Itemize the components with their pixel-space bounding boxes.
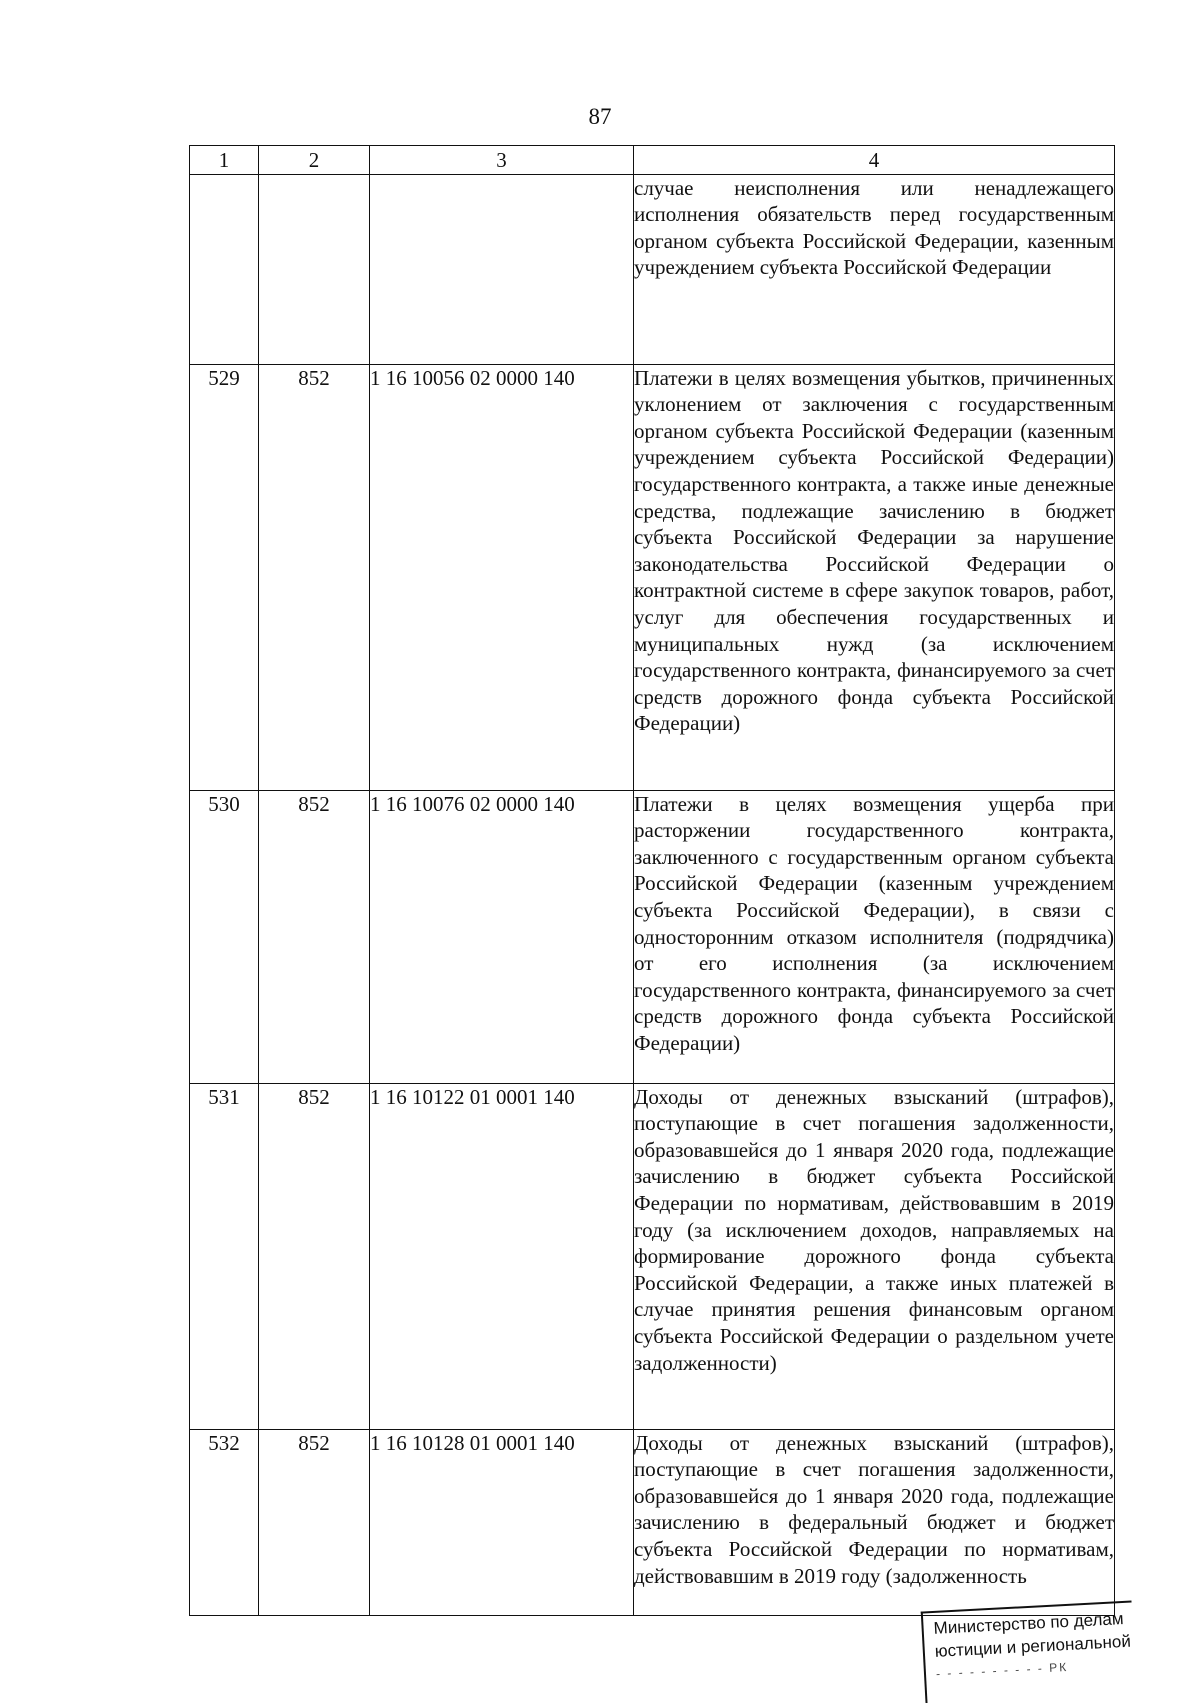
budget-code-cell: 1 16 10076 02 0000 140	[370, 790, 634, 1083]
budget-code-cell: 1 16 10128 01 0001 140	[370, 1429, 634, 1615]
admin-code-cell: 852	[259, 364, 370, 790]
row-number-cell: 531	[190, 1083, 259, 1429]
description-cell: случае неисполнения или ненадлежащего исполнения обязательств перед государственным органом субъекта Российской Федерации, казенным учреждением субъекта Российской Федерации	[634, 174, 1115, 364]
admin-code-cell: 852	[259, 790, 370, 1083]
column-header-2: 2	[259, 146, 370, 175]
column-header-3: 3	[370, 146, 634, 175]
admin-code-cell: 852	[259, 1429, 370, 1615]
admin-code-cell	[259, 174, 370, 364]
table-header-row	[190, 146, 1115, 175]
table-row	[190, 790, 1115, 1083]
column-header-1: 1	[190, 146, 259, 175]
row-number-cell	[190, 174, 259, 364]
stamp-line-2: юстиции и региональной	[934, 1631, 1132, 1661]
description-cell: Доходы от денежных взысканий (штрафов), поступающие в счет погашения задолженности, образовавшейся до 1 января 2020 года, подлежащие зачислению в федеральный бюджет и бюджет субъекта Российской Федерации по нормативам, действовавшим в 2019 году (задолженность	[634, 1429, 1115, 1615]
row-number-cell: 529	[190, 364, 259, 790]
registration-stamp	[921, 1601, 1137, 1703]
column-header-4: 4	[634, 146, 1115, 175]
budget-code-cell	[370, 174, 634, 364]
stamp-line-1: Министерство по делам	[933, 1608, 1124, 1638]
table-row	[190, 364, 1115, 790]
admin-code-cell: 852	[259, 1083, 370, 1429]
row-number-cell: 530	[190, 790, 259, 1083]
revenue-codes-table	[189, 145, 1115, 1616]
row-number-cell: 532	[190, 1429, 259, 1615]
budget-code-cell: 1 16 10122 01 0001 140	[370, 1083, 634, 1429]
budget-code-cell: 1 16 10056 02 0000 140	[370, 364, 634, 790]
description-cell: Платежи в целях возмещения ущерба при расторжении государственного контракта, заключенного с государственным органом субъекта Российской Федерации (казенным учреждением субъекта Российской Федерации), в связи с односторонним отказом исполнителя (подрядчика) от его исполнения (за исключением государственного контракта, финансируемого за счет средств дорожного фонда субъекта Российской Федерации)	[634, 790, 1115, 1083]
description-cell: Доходы от денежных взысканий (штрафов), поступающие в счет погашения задолженности, образовавшейся до 1 января 2020 года, подлежащие зачислению в бюджет субъекта Российской Федерации по нормативам, действовавшим в 2019 году (за исключением доходов, направляемых на формирование дорожного фонда субъекта Российской Федерации, а также иных платежей в случае принятия решения финансовым органом субъекта Российской Федерации о раздельном учете задолженности)	[634, 1083, 1115, 1429]
table-row-continued	[190, 174, 1115, 364]
stamp-line-3: - - - - - - - - - - РК	[935, 1659, 1069, 1681]
page-number: 87	[588, 104, 612, 129]
table-row	[190, 1429, 1115, 1615]
table-row	[190, 1083, 1115, 1429]
description-cell: Платежи в целях возмещения убытков, причиненных уклонением от заключения с государственным органом субъекта Российской Федерации (казенным учреждением субъекта Российской Федерации) государственного контракта, а также иные денежные средства, подлежащие зачислению в бюджет субъекта Российской Федерации за нарушение законодательства Российской Федерации о контрактной системе в сфере закупок товаров, работ, услуг для обеспечения государственных и муниципальных нужд (за исключением государственного контракта, финансируемого за счет средств дорожного фонда субъекта Российской Федерации)	[634, 364, 1115, 790]
